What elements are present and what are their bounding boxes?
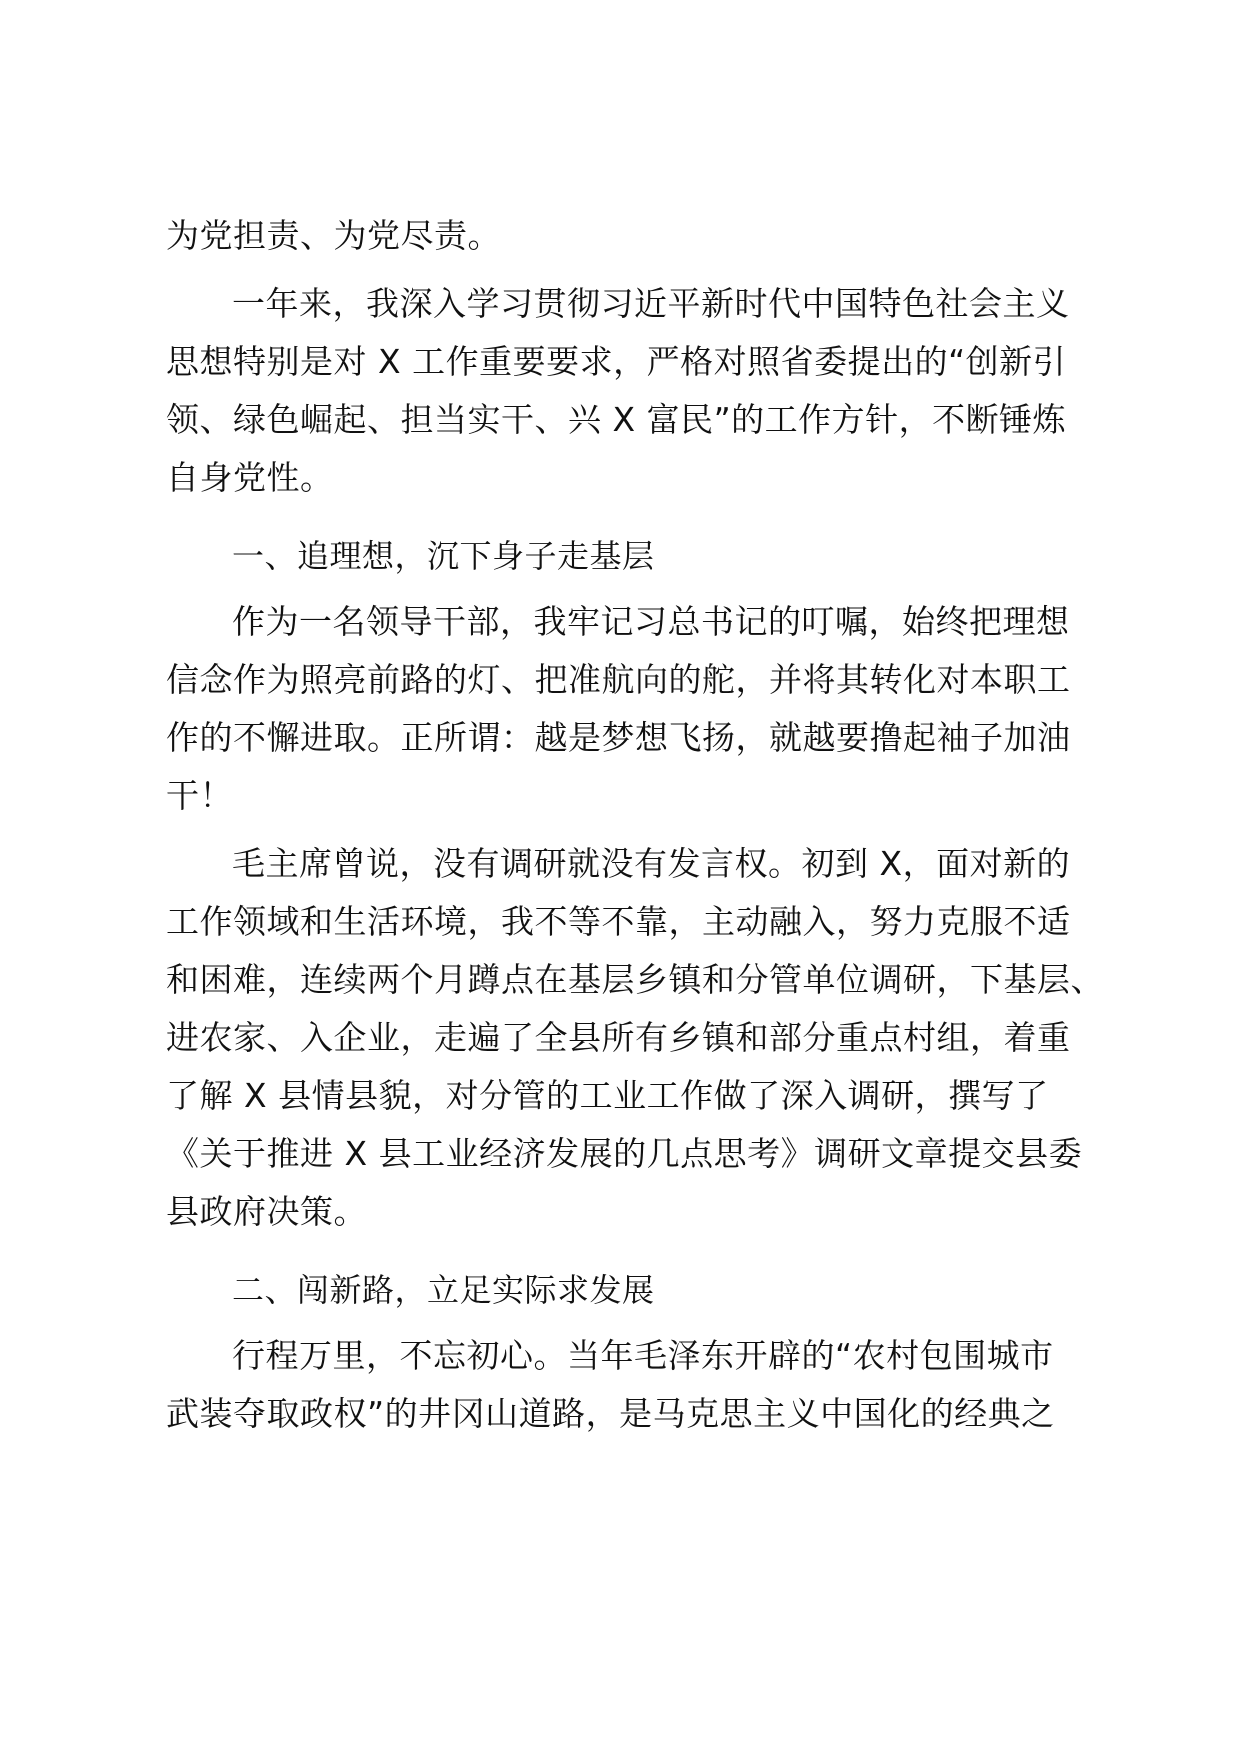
text-line: 进农家、入企业，走遍了全县所有乡镇和部分重点村组，着重 [166,1018,1071,1057]
text-line: 了解 X 县情县貌，对分管的工业工作做了深入调研，撰写了 [166,1076,1049,1115]
text-line: 县政府决策。 [166,1192,367,1231]
text-line: 工作领域和生活环境，我不等不靠，主动融入，努力克服不适 [166,902,1071,941]
paragraph-continuation [166,207,1086,265]
text-line: 干！ [166,776,233,815]
text-line: 思想特别是对 X 工作重要要求，严格对照省委提出的“创新引 [166,342,1067,381]
text-line: 作为一名领导干部，我牢记习总书记的叮嘱，始终把理想 [232,602,1070,641]
text-line: 领、绿色崛起、担当实干、兴 X 富民”的工作方针，不断锤炼 [166,400,1067,439]
heading-text: 一、追理想，沉下身子走基层 [232,537,655,575]
text-line: 和困难，连续两个月蹲点在基层乡镇和分管单位调研，下基层、 [166,960,1104,999]
document-body [166,207,1104,1445]
text-line: 毛主席曾说，没有调研就没有发言权。初到 X，面对新的 [232,844,1071,883]
text-line: 作的不懈进取。正所谓：越是梦想飞扬，就越要撸起袖子加油 [166,718,1071,757]
section-heading-1 [166,517,1086,591]
text-line: 行程万里，不忘初心。当年毛泽东开辟的“农村包围城市 [232,1336,1054,1375]
text-line: 为党担责、为党尽责。 [166,216,501,255]
text-line: 一年来，我深入学习贯彻习近平新时代中国特色社会主义 [232,284,1070,323]
paragraph-ideals [166,593,1086,825]
text-line: 《关于推进 X 县工业经济发展的几点思考》调研文章提交县委 [166,1134,1083,1173]
paragraph-new-road [166,1327,1086,1443]
paragraph-research [166,835,1104,1241]
section-heading-2 [166,1251,1086,1325]
text-line: 武装夺取政权”的井冈山道路，是马克思主义中国化的经典之 [166,1394,1055,1433]
heading-text: 二、闯新路，立足实际求发展 [232,1271,655,1309]
paragraph-intro [166,275,1086,507]
text-line: 信念作为照亮前路的灯、把准航向的舵，并将其转化对本职工 [166,660,1071,699]
text-line: 自身党性。 [166,458,334,497]
